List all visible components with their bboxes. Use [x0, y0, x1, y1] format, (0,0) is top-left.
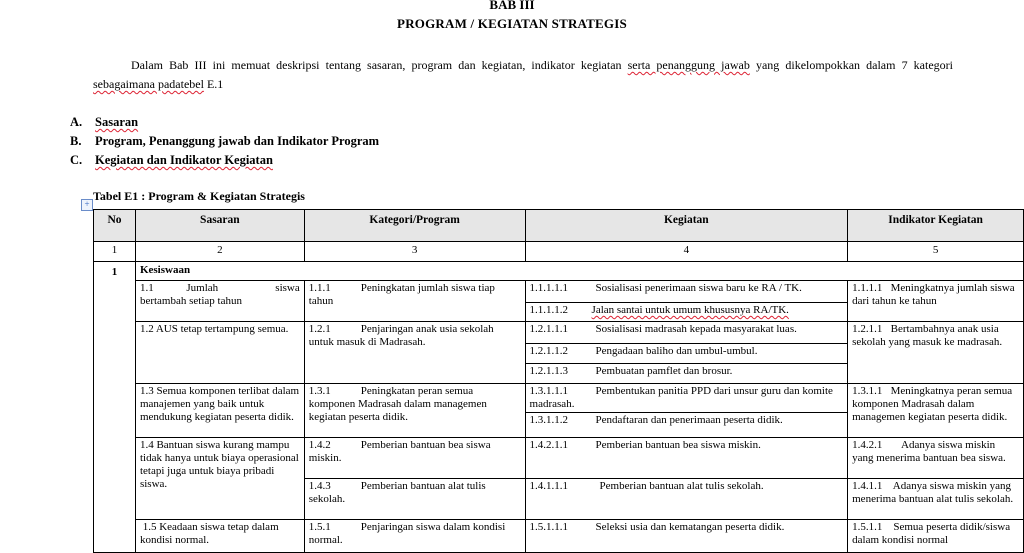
kegiatan-cell — [525, 322, 848, 344]
indikator-1-1-1-1: 1.1.1.1 Meningkatnya jumlah siswa dari tahun ke tahun — [848, 281, 1024, 322]
table-row — [94, 322, 1024, 344]
colnum-2: 2 — [135, 242, 304, 262]
intro-text-b: serta penanggung jawab — [627, 58, 750, 72]
intro-text-c: yang dikelompokkan dalam 7 kategori — [749, 58, 954, 72]
program-text: Penjaringan anak usia sekolah untuk masuk di Madrasah. — [308, 323, 494, 348]
program-text: Pemberian bantuan alat tulis sekolah. — [308, 480, 486, 505]
kegiatan-cell — [525, 413, 848, 438]
table-header-row — [94, 210, 1024, 242]
program-table — [93, 209, 1024, 553]
kegiatan-cell — [525, 364, 848, 384]
colnum-3: 3 — [304, 242, 525, 262]
program-code: 1.3.1 — [308, 385, 331, 397]
kegiatan-code: 1.2.1.1.1 — [529, 323, 569, 335]
section-a-num: A. — [70, 115, 83, 129]
kegiatan-text: Pengadaan baliho dan umbul-umbul. — [595, 345, 758, 357]
intro-text-a: Dalam Bab III ini memuat deskripsi tentang sasaran, program dan kegiatan, indikator kegiatan — [131, 58, 628, 72]
intro-text-e: E.1 — [203, 77, 224, 91]
section-b — [70, 134, 379, 149]
category-row — [94, 262, 1024, 281]
indikator-1-4-2-1: 1.4.2.1 Adanya siswa miskin yang menerima bantuan bea siswa. — [848, 438, 1024, 479]
program-code: 1.5.1 — [308, 521, 331, 533]
kegiatan-text: Pembuatan pamflet dan brosur. — [595, 365, 733, 377]
program-text: Peningkatan jumlah siswa tiap tahun — [308, 282, 495, 307]
kegiatan-text: Sosialisasi madrasah kepada masyarakat luas. — [595, 323, 797, 335]
kegiatan-code: 1.5.1.1.1 — [529, 521, 569, 533]
kegiatan-text: Sosialisasi penerimaan siswa baru ke RA / TK. — [595, 282, 802, 294]
kegiatan-code: 1.1.1.1.2 — [529, 304, 569, 316]
indikator-1-3-1-1: 1.3.1.1 Meningkatnya peran semua komponen Madrasah dalam managemen kegiatan peserta didik. — [848, 384, 1024, 438]
kegiatan-code: 1.4.2.1.1 — [529, 439, 569, 451]
table-row — [94, 438, 1024, 479]
table-title: Tabel E1 : Program & Kegiatan Strategis — [93, 189, 305, 203]
section-b-num: B. — [70, 134, 82, 148]
program-code: 1.4.2 — [308, 439, 331, 451]
chapter-title: BAB III — [489, 0, 535, 12]
section-c — [70, 153, 273, 168]
program-text: Peningkatan peran semua komponen Madrasah dalam managemen kegiatan peserta didik. — [308, 385, 487, 423]
kegiatan-code: 1.1.1.1.1 — [529, 282, 569, 294]
kegiatan-cell — [525, 344, 848, 364]
table-row — [94, 384, 1024, 413]
kegiatan-code: 1.4.1.1.1 — [529, 480, 569, 492]
kegiatan-code: 1.3.1.1.1 — [529, 385, 569, 397]
header-program: Kategori/Program — [304, 210, 525, 242]
indikator-1-4-1-1: 1.4.1.1 Adanya siswa miskin yang menerima bantuan alat tulis sekolah. — [848, 479, 1024, 520]
header-no: No — [94, 210, 136, 242]
table-move-handle-icon[interactable]: + — [81, 199, 93, 211]
table-row — [94, 520, 1024, 553]
program-1-3-1 — [304, 384, 525, 438]
kegiatan-cell — [525, 438, 848, 479]
table-row — [94, 281, 1024, 303]
kegiatan-cell — [525, 281, 848, 303]
kegiatan-text: Pendaftaran dan penerimaan peserta didik. — [595, 414, 783, 426]
kegiatan-cell — [525, 303, 848, 322]
program-code: 1.4.3 — [308, 480, 331, 492]
column-number-row — [94, 242, 1024, 262]
sasaran-1-4: 1.4 Bantuan siswa kurang mampu tidak hanya untuk biaya operasional tetapi juga untuk biaya pribadi siswa. — [135, 438, 304, 520]
program-code: 1.1.1 — [308, 282, 331, 294]
indikator-1-2-1-1: 1.2.1.1 Bertambahnya anak usia sekolah yang masuk ke madrasah. — [848, 322, 1024, 384]
category-name: Kesiswaan — [135, 262, 1023, 281]
intro-paragraph — [93, 56, 953, 94]
kegiatan-text: Pemberian bantuan alat tulis sekolah. — [599, 480, 764, 492]
kegiatan-code: 1.2.1.1.2 — [529, 345, 569, 357]
section-b-label: Program, Penanggung jawab dan Indikator Program — [95, 134, 380, 148]
program-text: Pemberian bantuan bea siswa miskin. — [308, 439, 491, 464]
section-c-num: C. — [70, 153, 83, 167]
category-number: 1 — [94, 262, 136, 553]
colnum-4: 4 — [525, 242, 848, 262]
colnum-5: 5 — [848, 242, 1024, 262]
kegiatan-code: 1.2.1.1.3 — [529, 365, 569, 377]
chapter-subtitle: PROGRAM / KEGIATAN STRATEGIS — [397, 16, 627, 31]
program-text: Penjaringan siswa dalam kondisi normal. — [308, 521, 506, 546]
section-c-label: Kegiatan dan Indikator Kegiatan — [95, 153, 273, 167]
program-1-5-1 — [304, 520, 525, 553]
section-a — [70, 115, 138, 130]
kegiatan-text: Pemberian bantuan bea siswa miskin. — [595, 439, 761, 451]
program-1-2-1 — [304, 322, 525, 384]
sasaran-1-5: 1.5 Keadaan siswa tetap dalam kondisi normal. — [135, 520, 304, 553]
kegiatan-text: Pembentukan panitia PPD dari unsur guru dan komite madrasah. — [529, 385, 833, 410]
indikator-1-5-1-1: 1.5.1.1 Semua peserta didik/siswa dalam kondisi normal — [848, 520, 1024, 553]
sasaran-1-3: 1.3 Semua komponen terlibat dalam manajemen yang baik untuk mendukung kegiatan peserta didik. — [135, 384, 304, 438]
header-kegiatan: Kegiatan — [525, 210, 848, 242]
kegiatan-code: 1.3.1.1.2 — [529, 414, 569, 426]
program-code: 1.2.1 — [308, 323, 331, 335]
kegiatan-cell — [525, 479, 848, 520]
program-1-4-3 — [304, 479, 525, 520]
colnum-1: 1 — [94, 242, 136, 262]
header-sasaran: Sasaran — [135, 210, 304, 242]
kegiatan-cell — [525, 520, 848, 553]
section-a-label: Sasaran — [95, 115, 139, 129]
program-1-4-2 — [304, 438, 525, 479]
kegiatan-cell — [525, 384, 848, 413]
header-indikator: Indikator Kegiatan — [848, 210, 1024, 242]
kegiatan-text: Jalan santai untuk umum khususnya RA/TK. — [591, 304, 789, 316]
sasaran-1-1: 1.1 Jumlah siswa bertambah setiap tahun — [135, 281, 304, 322]
program-1-1-1 — [304, 281, 525, 322]
kegiatan-text: Seleksi usia dan kematangan peserta didik. — [595, 521, 785, 533]
intro-text-d: sebagaimana padatebel — [93, 77, 204, 91]
sasaran-1-2: 1.2 AUS tetap tertampung semua. — [135, 322, 304, 384]
